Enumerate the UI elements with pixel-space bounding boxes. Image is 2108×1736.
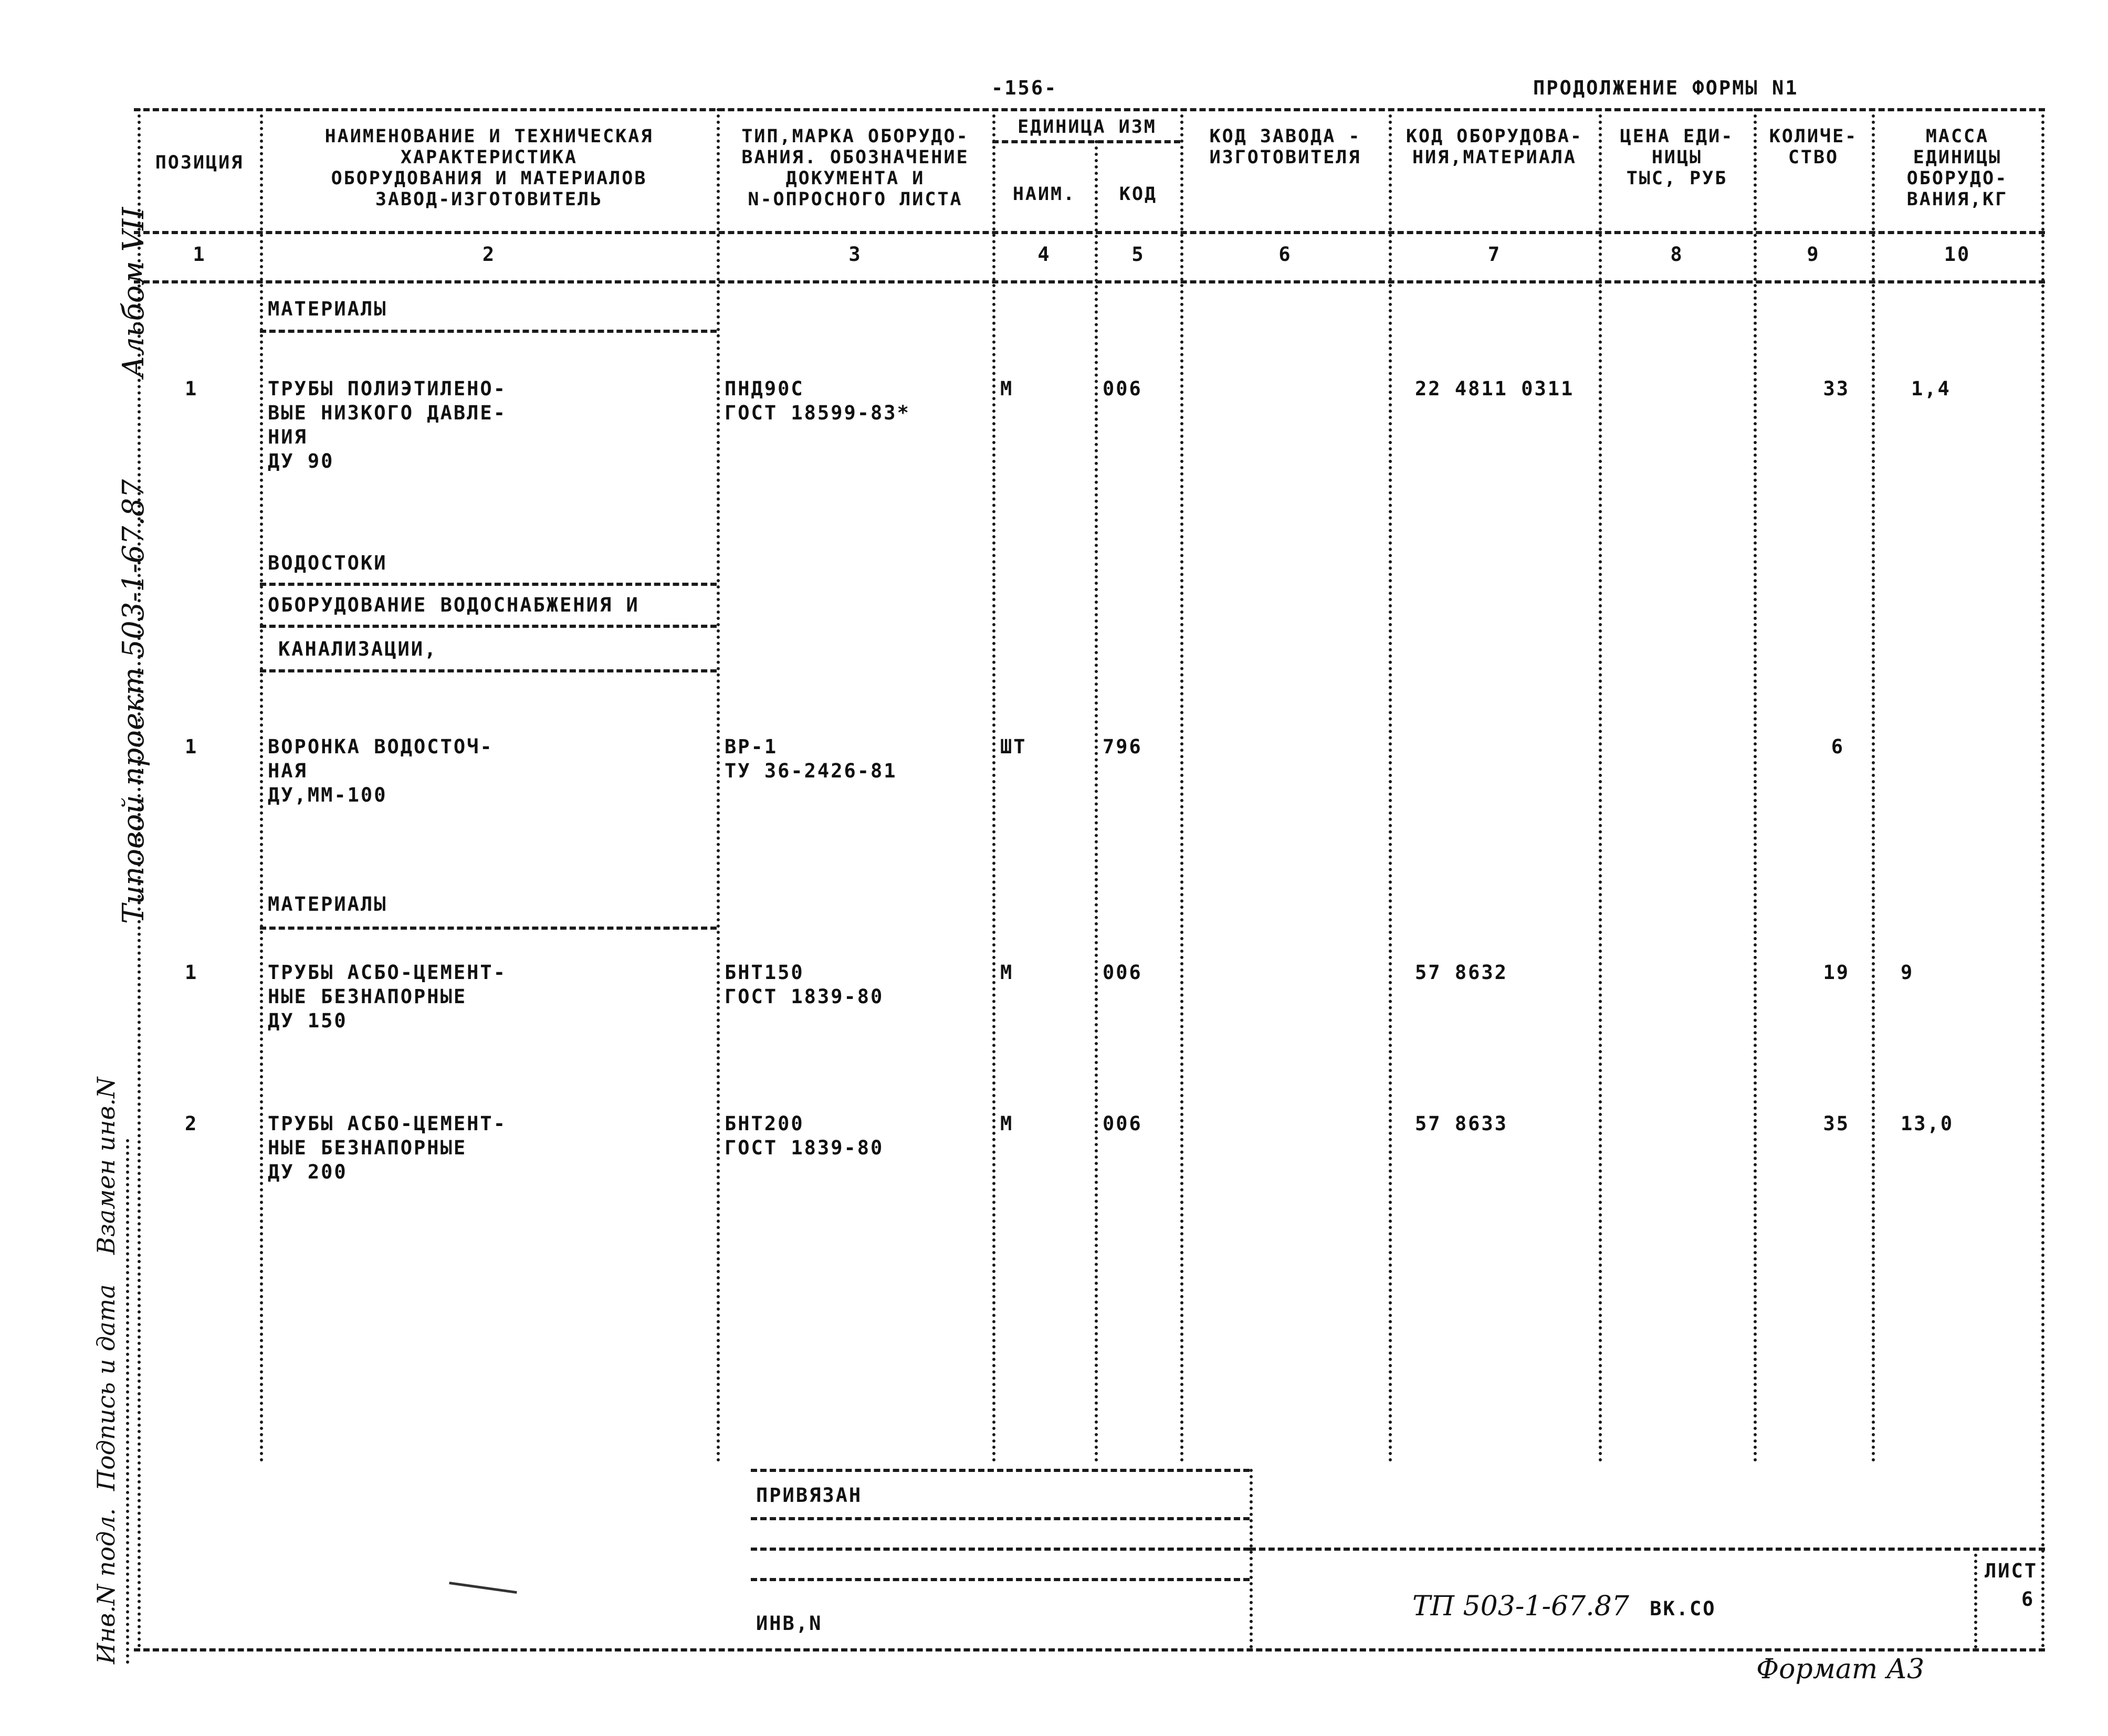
header-price: ЦЕНА ЕДИ- НИЦЫ ТЫС, РУБ: [1620, 126, 1734, 189]
column-divider: [1754, 108, 1757, 1463]
row-unit-code: 006: [1103, 961, 1142, 984]
section-materials: МАТЕРИАЛЫ: [268, 893, 387, 916]
row-unit-code: 006: [1103, 1112, 1142, 1135]
header-factory-code: КОД ЗАВОДА - ИЗГОТОВИТЕЛЯ: [1209, 126, 1361, 168]
header-mass: МАССА ЕДИНИЦЫ ОБОРУДО- ВАНИЯ,КГ: [1906, 126, 2008, 210]
row-type: ПНД90С ГОСТ 18599-83*: [725, 377, 910, 424]
unit-subheader-rule: [992, 140, 1180, 143]
row-position: 2: [185, 1112, 198, 1135]
stray-mark: [449, 1582, 517, 1594]
column-divider: [260, 108, 263, 1463]
header-unit-name: НАИМ.: [1012, 184, 1076, 205]
row-position: 1: [185, 961, 198, 984]
row-unit: М: [1000, 961, 1014, 984]
header-bottom-rule: [134, 231, 2045, 234]
row-mass: 13,0: [1901, 1112, 1954, 1135]
sheet-label: ЛИСТ: [1985, 1560, 2038, 1582]
row-name: ТРУБЫ АСБО-ЦЕМЕНТ- НЫЕ БЕЗНАПОРНЫЕ ДУ 150: [268, 961, 507, 1032]
continuation-title: ПРОДОЛЖЕНИЕ ФОРМЫ N1: [1533, 77, 1799, 99]
section-equipment-cont: КАНАЛИЗАЦИИ,: [278, 638, 438, 660]
margin-album: Альбом VII: [117, 207, 151, 378]
row-position: 1: [185, 735, 198, 758]
row-unit: М: [1000, 377, 1014, 400]
header-unit: ЕДИНИЦА ИЗМ: [1018, 117, 1157, 138]
stamp-divider: [1250, 1469, 1253, 1648]
column-divider: [1389, 108, 1392, 1463]
stamp-rule: [751, 1548, 1250, 1551]
column-number: 5: [1131, 243, 1145, 266]
column-number: 4: [1037, 243, 1051, 266]
row-type: ВР-1 ТУ 36-2426-81: [725, 735, 897, 782]
column-number: 10: [1944, 243, 1971, 266]
stamp-rule: [751, 1578, 1250, 1581]
stamp-attached-label: ПРИВЯЗАН: [756, 1484, 863, 1507]
section-rule: [260, 625, 717, 628]
column-number: 1: [193, 243, 206, 266]
header-unit-code: КОД: [1119, 184, 1158, 205]
section-equipment: ОБОРУДОВАНИЕ ВОДОСНАБЖЕНИЯ И: [268, 594, 639, 616]
document-code: [1412, 1591, 1716, 1622]
column-number: 6: [1278, 243, 1292, 266]
row-name: ВОРОНКА ВОДОСТОЧ- НАЯ ДУ,ММ-100: [268, 735, 494, 806]
row-quantity: 19: [1823, 961, 1850, 984]
format-label: Формат А3: [1756, 1654, 1925, 1685]
section-rule: [260, 583, 717, 586]
sheet-number: 6: [2021, 1588, 2035, 1611]
margin-project: Типовой проект 503-1-67.87: [117, 479, 151, 924]
margin-inv-orig: Инв.N подл.: [92, 1508, 120, 1664]
section-rule: [260, 669, 717, 672]
document-code-suffix: ВК.СО: [1650, 1597, 1716, 1620]
column-numbers-rule: [134, 280, 2045, 283]
margin-signature: Подпись и дата: [92, 1284, 120, 1491]
page-number: -156-: [991, 77, 1058, 99]
header-name: НАИМЕНОВАНИЕ И ТЕХНИЧЕСКАЯ ХАРАКТЕРИСТИКА ОБОРУДОВАНИЯ И МАТЕРИАЛОВ ЗАВОД-ИЗГОТОВИТЕЛЬ: [324, 126, 654, 210]
column-divider: [1599, 108, 1602, 1463]
column-number: 8: [1670, 243, 1684, 266]
row-type: БНТ150 ГОСТ 1839-80: [725, 961, 884, 1008]
title-block-rule: [1250, 1548, 2045, 1551]
column-number: 3: [848, 243, 862, 266]
header-type: ТИП,МАРКА ОБОРУДО- ВАНИЯ. ОБОЗНАЧЕНИЕ ДОКУМЕНТА И N-ОПРОСНОГО ЛИСТА: [741, 126, 969, 210]
column-divider: [1095, 140, 1098, 1463]
table-top-rule: [134, 108, 2045, 111]
column-divider: [1180, 108, 1183, 1463]
row-quantity: 6: [1831, 735, 1844, 758]
row-item-code: 57 8632: [1415, 961, 1508, 984]
column-divider: [992, 108, 995, 1463]
column-number: 2: [482, 243, 496, 266]
section-drains: ВОДОСТОКИ: [268, 552, 387, 574]
row-name: ТРУБЫ ПОЛИЭТИЛЕНО- ВЫЕ НИЗКОГО ДАВЛЕ- НИЯ ДУ 90: [268, 377, 507, 472]
header-quantity: КОЛИЧЕ- СТВО: [1769, 126, 1858, 168]
stamp-rule: [751, 1469, 1250, 1472]
row-name: ТРУБЫ АСБО-ЦЕМЕНТ- НЫЕ БЕЗНАПОРНЫЕ ДУ 200: [268, 1112, 507, 1183]
row-mass: 1,4: [1911, 377, 1951, 400]
row-quantity: 35: [1823, 1112, 1850, 1135]
section-rule: [260, 330, 717, 333]
row-position: 1: [185, 377, 198, 400]
row-unit-code: 796: [1103, 735, 1142, 758]
document-code-number: ТП 503-1-67.87: [1412, 1591, 1629, 1622]
stamp-inv-label: ИНВ,N: [756, 1612, 823, 1635]
row-unit-code: 006: [1103, 377, 1142, 400]
column-number: 9: [1807, 243, 1820, 266]
row-quantity: 33: [1823, 377, 1850, 400]
row-unit: ШТ: [1000, 735, 1027, 758]
row-mass: 9: [1901, 961, 1914, 984]
row-unit: М: [1000, 1112, 1014, 1135]
stamp-rule: [751, 1517, 1250, 1520]
row-item-code: 57 8633: [1415, 1112, 1508, 1135]
column-divider: [2041, 108, 2044, 1648]
section-rule: [260, 927, 717, 930]
row-item-code: 22 4811 0311: [1415, 377, 1575, 400]
header-item-code: КОД ОБОРУДОВА- НИЯ,МАТЕРИАЛА: [1406, 126, 1583, 168]
margin-replace: Взамен инв.N: [92, 1077, 120, 1255]
row-type: БНТ200 ГОСТ 1839-80: [725, 1112, 884, 1159]
column-divider: [717, 108, 720, 1463]
column-number: 7: [1487, 243, 1502, 266]
header-position: ПОЗИЦИЯ: [155, 152, 244, 173]
stamp-divider: [1974, 1548, 1977, 1648]
section-materials: МАТЕРИАЛЫ: [268, 298, 387, 320]
table-bottom-rule: [134, 1648, 2045, 1651]
column-divider: [1872, 108, 1875, 1463]
margin-rule: [126, 1139, 129, 1664]
